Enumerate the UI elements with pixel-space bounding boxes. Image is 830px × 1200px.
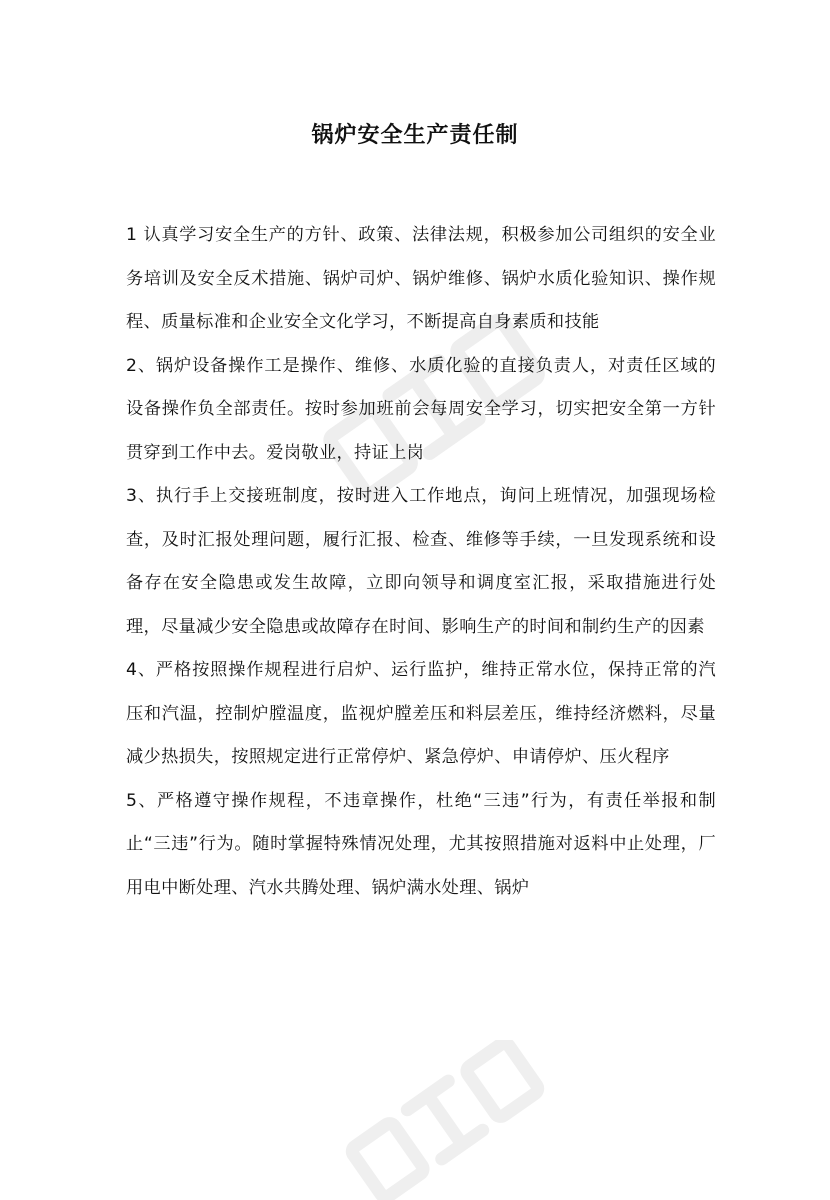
watermark-bottom: [330, 1040, 560, 1200]
paragraph-2: 2、锅炉设备操作工是操作、维修、水质化验的直接负责人，对责任区域的设备操作负全部责任。按时参加班前会每周安全学习，切实把安全第一方针贯穿到工作中去。爱岗敬业，持证上岗: [126, 355, 716, 463]
document-body: [126, 214, 716, 910]
document-title: 锅炉安全生产责任制: [311, 123, 519, 148]
watermark-stamp-icon-2: [330, 1040, 560, 1200]
paragraph-1: 1 认真学习安全生产的方针、政策、法律法规，积极参加公司组织的安全业务培训及安全反术措施、锅炉司炉、锅炉维修、锅炉水质化验知识、操作规程、质量标准和企业安全文化学习，不断提高自身素质和技能: [126, 225, 716, 332]
paragraph-3: 3、执行手上交接班制度，按时进入工作地点，询问上班情况，加强现场检查，及时汇报处理问题，履行汇报、检查、维修等手续，一旦发现系统和设备存在安全隐患或发生故障，立即向领导和调度室汇报，采取措施进行处理，尽量减少安全隐患或故障存在时间、影响生产的时间和制约生产的因素: [126, 486, 716, 637]
paragraph-4: 4、严格按照操作规程进行启炉、运行监护，维持正常水位，保持正常的汽压和汽温，控制炉膛温度，监视炉膛差压和料层差压，维持经济燃料，尽量减少热损失，按照规定进行正常停炉、紧急停炉、申请停炉、压火程序: [126, 660, 716, 767]
paragraph-5: 5、严格遵守操作规程，不违章操作，杜绝“三违”行为，有责任举报和制止“三违”行为。随时掌握特殊情况处理，尤其按照措施对返料中止处理，厂用电中断处理、汽水共腾处理、锅炉满水处理、锅炉: [126, 790, 716, 898]
